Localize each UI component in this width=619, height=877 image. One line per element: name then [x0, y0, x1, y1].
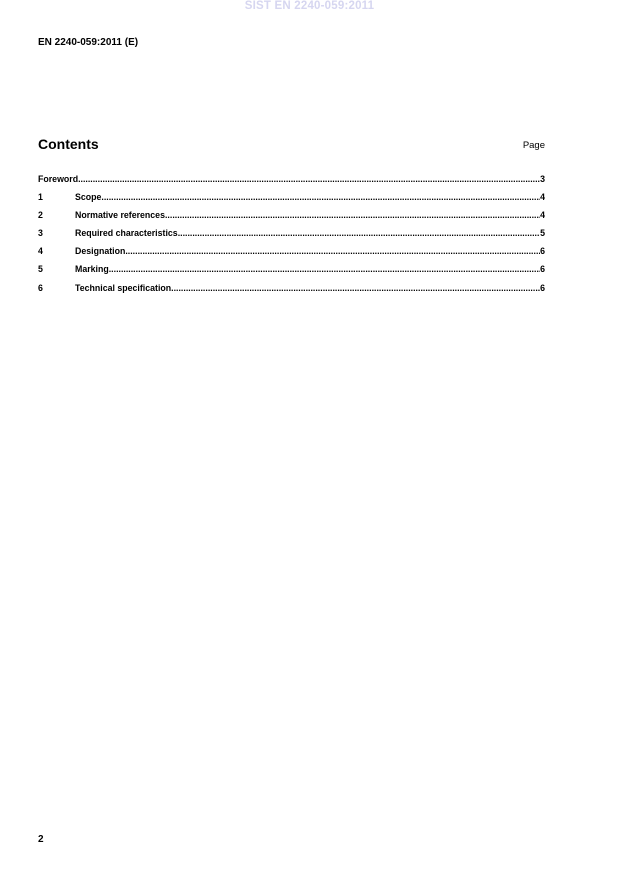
toc-entry-page: 6 [540, 264, 545, 275]
toc-entry-required-characteristics[interactable] [38, 228, 545, 246]
toc-entry-number: 3 [38, 228, 43, 239]
table-of-contents [38, 174, 545, 301]
toc-entry-page: 5 [540, 228, 545, 239]
toc-entry-title: Technical specification [75, 282, 172, 293]
toc-leader-dots [109, 264, 540, 274]
toc-leader-dots [101, 192, 540, 202]
page-number: 2 [38, 834, 44, 845]
toc-entry-number: 2 [38, 210, 43, 221]
toc-entry-number: 6 [38, 282, 43, 293]
toc-entry-page: 6 [540, 246, 545, 257]
toc-leader-dots [165, 210, 540, 220]
toc-entry-title: Required characteristics [75, 228, 178, 239]
contents-heading: Contents [38, 136, 99, 152]
toc-leader-dots [171, 283, 540, 293]
toc-entry-foreword[interactable] [38, 174, 545, 192]
page-column-label: Page [522, 140, 545, 151]
toc-entry-number: 1 [38, 192, 43, 203]
toc-leader-dots [78, 174, 540, 184]
toc-entry-number: 4 [38, 246, 43, 257]
watermark: SIST EN 2240-059:2011 [244, 0, 375, 12]
toc-leader-dots [178, 228, 540, 238]
toc-entry-title: Scope [75, 192, 102, 203]
toc-entry-page: 4 [540, 192, 545, 203]
toc-entry-scope[interactable] [38, 192, 545, 210]
toc-entry-technical-specification[interactable] [38, 283, 545, 301]
toc-entry-page: 4 [540, 210, 545, 221]
document-id: EN 2240-059:2011 (E) [38, 37, 139, 48]
toc-entry-designation[interactable] [38, 246, 545, 264]
toc-entry-number: 5 [38, 264, 43, 275]
toc-entry-normative-references[interactable] [38, 210, 545, 228]
toc-entry-marking[interactable] [38, 264, 545, 282]
toc-entry-title: Designation [75, 246, 126, 257]
toc-entry-page: 6 [540, 282, 545, 293]
toc-entry-title: Normative references [75, 210, 165, 221]
toc-entry-page: 3 [540, 174, 545, 184]
toc-entry-title: Marking [75, 264, 109, 275]
toc-entry-title: Foreword [38, 174, 79, 184]
toc-leader-dots [125, 246, 540, 256]
